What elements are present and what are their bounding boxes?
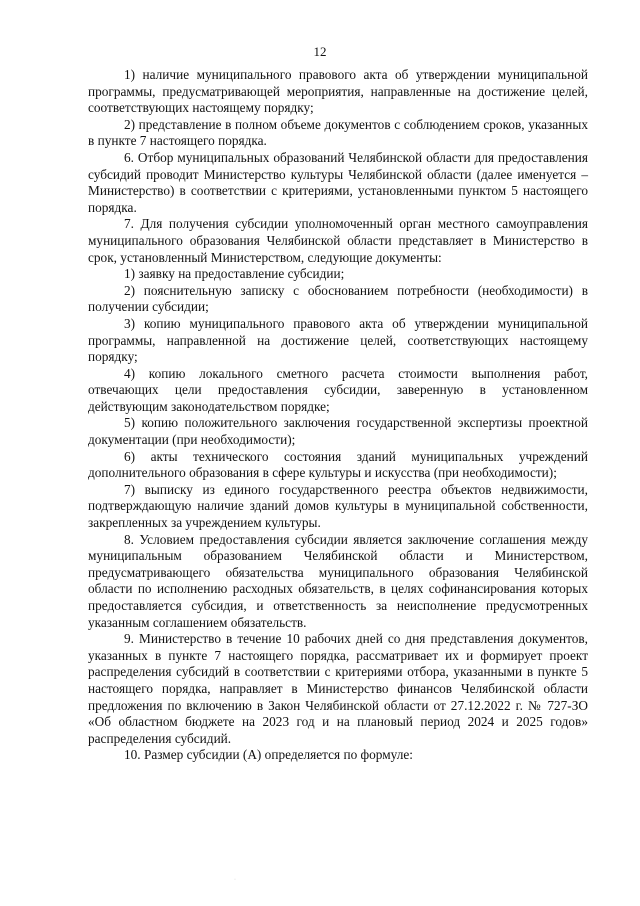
paragraph-7: 7. Для получения субсидии уполномоченный орган местного самоуправления муниципального образования Челябинской области представляет в Министерство в срок, установленный Министерством, следующие документы: — [88, 216, 588, 265]
paragraph-condition-1: 1) наличие муниципального правового акта об утверждении муниципальной программы, предусматривающей мероприятия, направленные на достижение целей, соответствующих настоящему порядку; — [88, 67, 588, 116]
paragraph-10: 10. Размер субсидии (А) определяется по формуле: — [124, 747, 413, 763]
document-item-6: 6) акты технического состояния зданий муниципальных учреждений дополнительного образования в сфере культуры и искусства (при необходимости); — [88, 448, 588, 481]
paragraph-9: 9. Министерство в течение 10 рабочих дней со дня представления документов, указанных в пункте 7 настоящего порядка, рассматривает их и формирует проект распределения субсидий в соответствии с критериями отбора, указанными в пункте 5 настоящего порядка, направляет в Министерство финансов Челябинской области предложения по включению в Закон Челябинской области от 27.12.2022 г. № 727-ЗО «Об областном бюджете на 2023 год и на плановый период 2024 и 2025 годов» распределения субсидий. — [88, 631, 588, 746]
document-item-3: 3) копию муниципального правового акта об утверждении муниципальной программы, направленной на достижение целей, соответствующих настоящему порядку; — [88, 315, 588, 365]
document-item-1: 1) заявку на предоставление субсидии; — [124, 266, 345, 282]
scan-dot-mark: · — [234, 877, 236, 883]
page-number: 12 — [313, 44, 327, 59]
document-item-7: 7) выписку из единого государственного реестра объектов недвижимости, подтверждающую наличие зданий домов культуры в муниципальной собственности, закрепленных за учреждением культуры. — [88, 481, 588, 531]
document-body — [88, 67, 588, 764]
paragraph-condition-2: 2) представление в полном объеме документов с соблюдением сроков, указанных в пункте 7 настоящего порядка. — [88, 116, 588, 149]
paragraph-6: 6. Отбор муниципальных образований Челябинской области для предоставления субсидий проводит Министерство культуры Челябинской области (далее именуется – Министерство) в соответствии с критериями, установленными пунктом 5 настоящего порядка. — [88, 149, 588, 215]
document-item-4: 4) копию локального сметного расчета стоимости выполнения работ, отвечающих цели предоставления субсидии, заверенную в установленном действующим законодательством порядке; — [88, 365, 588, 414]
paragraph-8: 8. Условием предоставления субсидии является заключение соглашения между муниципальным образованием Челябинской области и Министерством, предусматривающего обязательства муниципального образования Челябинской области по исполнению расходных обязательств, в целях софинансирования которых предоставляется субсидия, и ответственность за неисполнение предусмотренных указанным соглашением обязательств. — [88, 531, 588, 630]
document-item-5: 5) копию положительного заключения государственной экспертизы проектной документации (при необходимости); — [88, 415, 588, 448]
document-item-2: 2) пояснительную записку с обоснованием потребности (необходимости) в получении субсидии; — [88, 282, 588, 315]
